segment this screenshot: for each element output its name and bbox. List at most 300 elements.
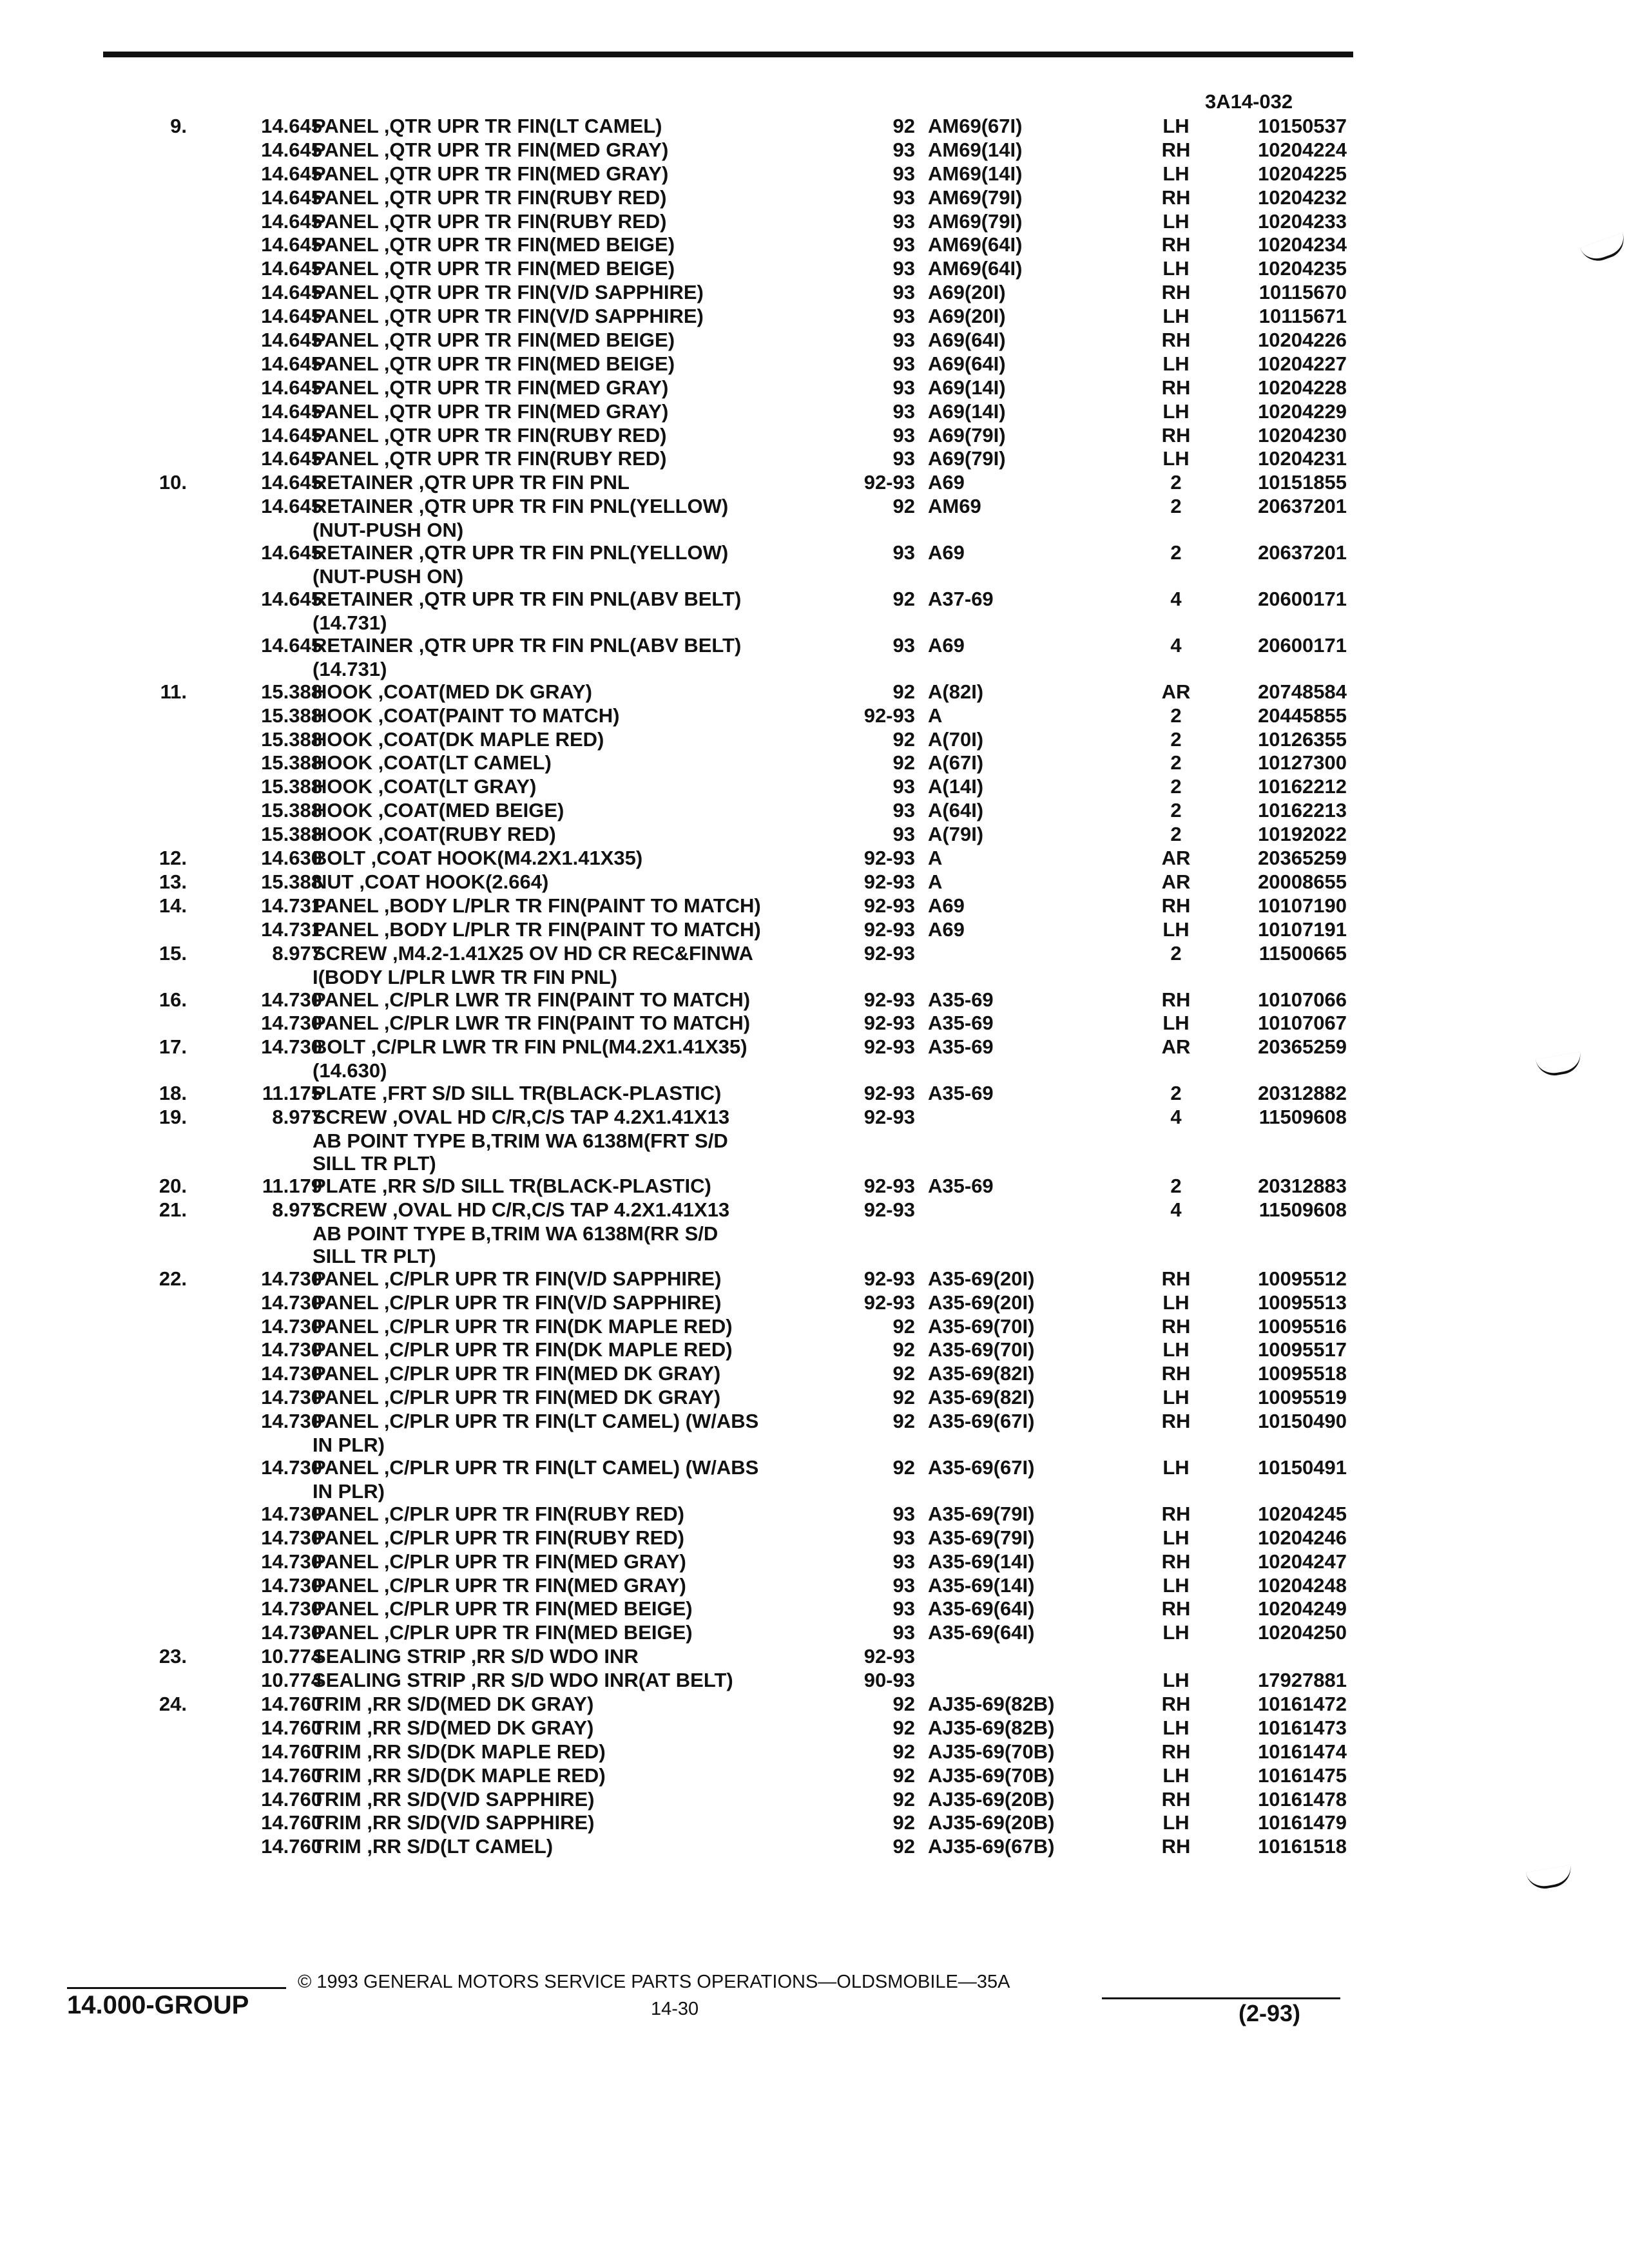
part-number: 10204229 bbox=[1258, 399, 1347, 423]
model-code: A35-69(67I) bbox=[928, 1456, 1035, 1479]
model-code: A69 bbox=[928, 633, 965, 657]
group-number: 14.730 bbox=[261, 1314, 322, 1338]
part-row bbox=[0, 1526, 1629, 1550]
model-year: 92-93 bbox=[863, 894, 915, 917]
part-number: 20365259 bbox=[1258, 847, 1347, 870]
quantity: AR bbox=[1161, 680, 1191, 703]
quantity: RH bbox=[1161, 1550, 1191, 1573]
part-number: 10095512 bbox=[1258, 1267, 1347, 1290]
quantity: 4 bbox=[1170, 633, 1182, 657]
part-number: 10204228 bbox=[1258, 376, 1347, 399]
part-row bbox=[0, 918, 1629, 942]
part-number: 10161473 bbox=[1258, 1716, 1347, 1739]
part-description: BOLT ,COAT HOOK(M4.2X1.41X35) bbox=[313, 847, 643, 870]
model-code: AM69(14I) bbox=[928, 138, 1023, 161]
quantity: RH bbox=[1161, 1267, 1191, 1290]
part-number: 10161474 bbox=[1258, 1740, 1347, 1763]
model-code: AM69(64I) bbox=[928, 257, 1023, 280]
part-description: SILL TR PLT) bbox=[313, 1151, 436, 1175]
part-row-continuation bbox=[0, 1222, 1629, 1245]
group-number: 15.388 bbox=[261, 775, 322, 798]
part-row bbox=[0, 1503, 1629, 1526]
part-description: PANEL ,C/PLR UPR TR FIN(V/D SAPPHIRE) bbox=[313, 1291, 722, 1314]
quantity: 2 bbox=[1170, 799, 1182, 822]
model-year: 93 bbox=[892, 162, 915, 185]
part-row bbox=[0, 870, 1629, 894]
model-year: 92 bbox=[892, 115, 915, 137]
model-code: AJ35-69(20B) bbox=[928, 1811, 1055, 1834]
model-year: 92-93 bbox=[863, 1291, 915, 1314]
part-number: 20600171 bbox=[1258, 633, 1347, 657]
model-code: AJ35-69(67B) bbox=[928, 1835, 1055, 1858]
quantity: RH bbox=[1161, 329, 1191, 352]
part-row-continuation bbox=[0, 1245, 1629, 1267]
part-description: PANEL ,C/PLR UPR TR FIN(V/D SAPPHIRE) bbox=[313, 1267, 722, 1290]
part-number: 10204225 bbox=[1258, 162, 1347, 185]
group-number: 14.645 bbox=[261, 588, 322, 611]
model-code: A69(64I) bbox=[928, 352, 1006, 375]
quantity: 2 bbox=[1170, 1174, 1182, 1197]
part-description: PANEL ,QTR UPR TR FIN(V/D SAPPHIRE) bbox=[313, 305, 704, 328]
quantity: RH bbox=[1161, 1597, 1191, 1620]
part-number: 20365259 bbox=[1258, 1035, 1347, 1059]
part-number: 10204224 bbox=[1258, 138, 1347, 161]
part-row bbox=[0, 400, 1629, 424]
model-year: 93 bbox=[892, 138, 915, 161]
ref-number: 16. bbox=[159, 988, 187, 1011]
group-number: 14.730 bbox=[261, 1362, 322, 1385]
part-description: TRIM ,RR S/D(V/D SAPPHIRE) bbox=[313, 1787, 595, 1811]
part-row bbox=[0, 471, 1629, 495]
group-number: 14.730 bbox=[261, 1410, 322, 1433]
part-number: 10150491 bbox=[1258, 1456, 1347, 1479]
part-row bbox=[0, 1835, 1629, 1859]
quantity: RH bbox=[1161, 988, 1191, 1011]
part-description: TRIM ,RR S/D(DK MAPLE RED) bbox=[313, 1763, 606, 1787]
part-description: IN PLR) bbox=[313, 1479, 385, 1503]
group-number: 15.388 bbox=[261, 823, 322, 846]
model-code: A69(20I) bbox=[928, 305, 1006, 328]
model-year: 92 bbox=[892, 588, 915, 611]
model-code: A37-69 bbox=[928, 588, 994, 611]
part-description: SILL TR PLT) bbox=[313, 1244, 436, 1267]
model-year: 92-93 bbox=[863, 1082, 915, 1105]
ref-number: 24. bbox=[159, 1692, 187, 1715]
part-row-continuation bbox=[0, 1434, 1629, 1456]
part-description: PANEL ,C/PLR UPR TR FIN(RUBY RED) bbox=[313, 1502, 684, 1525]
part-description: PANEL ,QTR UPR TR FIN(MED BEIGE) bbox=[313, 257, 675, 280]
part-description: PANEL ,C/PLR UPR TR FIN(DK MAPLE RED) bbox=[313, 1338, 733, 1361]
model-code: A bbox=[928, 847, 943, 870]
model-code: A bbox=[928, 704, 943, 727]
quantity: 2 bbox=[1170, 1082, 1182, 1105]
quantity: LH bbox=[1162, 1716, 1190, 1739]
part-description: PANEL ,C/PLR LWR TR FIN(PAINT TO MATCH) bbox=[313, 988, 751, 1011]
part-number: 17927881 bbox=[1258, 1669, 1347, 1692]
ref-number: 9. bbox=[170, 115, 187, 137]
part-number: 10192022 bbox=[1258, 823, 1347, 846]
group-number: 14.730 bbox=[261, 1502, 322, 1525]
model-year: 93 bbox=[892, 1502, 915, 1525]
part-row bbox=[0, 1764, 1629, 1788]
model-code: A69 bbox=[928, 471, 965, 494]
model-year: 92-93 bbox=[863, 847, 915, 870]
quantity: LH bbox=[1162, 162, 1190, 185]
part-number: 20637201 bbox=[1258, 541, 1347, 564]
group-number: 15.388 bbox=[261, 704, 322, 727]
group-number: 14.730 bbox=[261, 1621, 322, 1644]
model-code: A(82I) bbox=[928, 680, 984, 703]
group-number: 14.730 bbox=[261, 1338, 322, 1361]
model-code: A35-69(70I) bbox=[928, 1314, 1035, 1338]
part-number: 10115670 bbox=[1258, 281, 1347, 304]
part-description: TRIM ,RR S/D(LT CAMEL) bbox=[313, 1835, 554, 1858]
part-row-continuation bbox=[0, 565, 1629, 588]
model-code: AM69(79I) bbox=[928, 209, 1023, 233]
part-row bbox=[0, 1315, 1629, 1339]
group-number: 15.388 bbox=[261, 727, 322, 751]
quantity: LH bbox=[1162, 1338, 1190, 1361]
model-year: 93 bbox=[892, 1573, 915, 1597]
part-description: PANEL ,C/PLR UPR TR FIN(MED DK GRAY) bbox=[313, 1386, 721, 1409]
part-description: SEALING STRIP ,RR S/D WDO INR(AT BELT) bbox=[313, 1669, 733, 1692]
group-number: 15.388 bbox=[261, 870, 322, 893]
model-code: AJ35-69(82B) bbox=[928, 1692, 1055, 1715]
group-number: 14.730 bbox=[261, 1035, 322, 1059]
part-row bbox=[0, 942, 1629, 966]
part-description: PANEL ,C/PLR UPR TR FIN(MED DK GRAY) bbox=[313, 1362, 721, 1385]
part-description: TRIM ,RR S/D(MED DK GRAY) bbox=[313, 1692, 594, 1715]
quantity: 2 bbox=[1170, 471, 1182, 494]
part-row bbox=[0, 1788, 1629, 1812]
part-number: 10107190 bbox=[1258, 894, 1347, 917]
part-description: SEALING STRIP ,RR S/D WDO INR bbox=[313, 1645, 639, 1668]
model-year: 92 bbox=[892, 1716, 915, 1739]
part-row bbox=[0, 1621, 1629, 1645]
model-year: 92 bbox=[892, 1386, 915, 1409]
model-code: A35-69(67I) bbox=[928, 1410, 1035, 1433]
part-number: 10095517 bbox=[1258, 1338, 1347, 1361]
model-year: 92 bbox=[892, 1314, 915, 1338]
page-number: 14-30 bbox=[651, 1999, 699, 2019]
part-description: AB POINT TYPE B,TRIM WA 6138M(RR S/D bbox=[313, 1222, 718, 1245]
quantity: RH bbox=[1161, 423, 1191, 447]
quantity: RH bbox=[1161, 1740, 1191, 1763]
model-year: 93 bbox=[892, 186, 915, 209]
part-row bbox=[0, 447, 1629, 471]
quantity: 2 bbox=[1170, 704, 1182, 727]
quantity: LH bbox=[1162, 305, 1190, 328]
part-row-continuation bbox=[0, 1129, 1629, 1152]
part-description: PANEL ,C/PLR UPR TR FIN(LT CAMEL) (W/ABS bbox=[313, 1456, 759, 1479]
part-number: 10204226 bbox=[1258, 329, 1347, 352]
group-number: 14.645 bbox=[261, 115, 322, 137]
part-description: PANEL ,C/PLR UPR TR FIN(RUBY RED) bbox=[313, 1526, 684, 1549]
model-code: A69(79I) bbox=[928, 447, 1006, 470]
group-number: 14.731 bbox=[261, 918, 322, 941]
quantity: LH bbox=[1162, 1763, 1190, 1787]
part-description: HOOK ,COAT(MED DK GRAY) bbox=[313, 680, 592, 703]
group-number: 14.760 bbox=[261, 1787, 322, 1811]
model-code: A35-69 bbox=[928, 1082, 994, 1105]
quantity: RH bbox=[1161, 1787, 1191, 1811]
model-year: 92-93 bbox=[863, 1012, 915, 1035]
model-code: AJ35-69(70B) bbox=[928, 1740, 1055, 1763]
model-code: A69(79I) bbox=[928, 423, 1006, 447]
quantity: 2 bbox=[1170, 541, 1182, 564]
part-number: 10204234 bbox=[1258, 233, 1347, 256]
model-year: 93 bbox=[892, 209, 915, 233]
ref-number: 22. bbox=[159, 1267, 187, 1290]
part-description: HOOK ,COAT(RUBY RED) bbox=[313, 823, 556, 846]
part-number: 20600171 bbox=[1258, 588, 1347, 611]
part-row bbox=[0, 352, 1629, 376]
model-code: AM69(14I) bbox=[928, 162, 1023, 185]
part-description: PLATE ,RR S/D SILL TR(BLACK-PLASTIC) bbox=[313, 1174, 711, 1197]
group-number: 14.760 bbox=[261, 1835, 322, 1858]
model-year: 92-93 bbox=[863, 1035, 915, 1059]
model-code: A35-69 bbox=[928, 1174, 994, 1197]
part-number: 10204235 bbox=[1258, 257, 1347, 280]
model-year: 92-93 bbox=[863, 1198, 915, 1221]
part-row bbox=[0, 704, 1629, 728]
model-code: A35-69(70I) bbox=[928, 1338, 1035, 1361]
model-code: A69(14I) bbox=[928, 376, 1006, 399]
model-year: 92 bbox=[892, 680, 915, 703]
copyright-notice: © 1993 GENERAL MOTORS SERVICE PARTS OPERATIONS—OLDSMOBILE—35A bbox=[298, 1972, 1010, 1992]
part-number: 10161478 bbox=[1258, 1787, 1347, 1811]
part-description: PANEL ,QTR UPR TR FIN(RUBY RED) bbox=[313, 209, 667, 233]
quantity: LH bbox=[1162, 1573, 1190, 1597]
group-number: 14.645 bbox=[261, 305, 322, 328]
part-description: HOOK ,COAT(PAINT TO MATCH) bbox=[313, 704, 620, 727]
part-number: 10107067 bbox=[1258, 1012, 1347, 1035]
model-year: 92 bbox=[892, 1456, 915, 1479]
model-year: 90-93 bbox=[863, 1669, 915, 1692]
part-description: PANEL ,QTR UPR TR FIN(MED GRAY) bbox=[313, 399, 669, 423]
quantity: RH bbox=[1161, 233, 1191, 256]
model-year: 93 bbox=[892, 1526, 915, 1549]
part-description: RETAINER ,QTR UPR TR FIN PNL(ABV BELT) bbox=[313, 588, 742, 611]
quantity: LH bbox=[1162, 352, 1190, 375]
group-number: 14.730 bbox=[261, 1291, 322, 1314]
footer-rule-right bbox=[1102, 1997, 1340, 1999]
part-number: 10107066 bbox=[1258, 988, 1347, 1011]
group-number: 14.730 bbox=[261, 1012, 322, 1035]
part-description: SCREW ,M4.2-1.41X25 OV HD CR REC&FINWA bbox=[313, 941, 753, 965]
model-code: AM69(67I) bbox=[928, 115, 1023, 137]
part-number: 10161479 bbox=[1258, 1811, 1347, 1834]
part-row bbox=[0, 1338, 1629, 1362]
model-code: A35-69 bbox=[928, 1035, 994, 1059]
part-row bbox=[0, 823, 1629, 847]
part-row bbox=[0, 1645, 1629, 1669]
part-description: RETAINER ,QTR UPR TR FIN PNL bbox=[313, 471, 630, 494]
quantity: RH bbox=[1161, 1692, 1191, 1715]
model-year: 92-93 bbox=[863, 918, 915, 941]
quantity: LH bbox=[1162, 1456, 1190, 1479]
ref-number: 15. bbox=[159, 941, 187, 965]
part-number: 10151855 bbox=[1258, 471, 1347, 494]
group-number: 14.730 bbox=[261, 1573, 322, 1597]
group-number: 14.730 bbox=[261, 1526, 322, 1549]
model-year: 92-93 bbox=[863, 988, 915, 1011]
ref-number: 10. bbox=[159, 471, 187, 494]
part-row bbox=[0, 1267, 1629, 1291]
model-code: A35-69 bbox=[928, 1012, 994, 1035]
part-description: NUT ,COAT HOOK(2.664) bbox=[313, 870, 549, 893]
model-year: 92 bbox=[892, 1338, 915, 1361]
quantity: LH bbox=[1162, 1811, 1190, 1834]
ref-number: 13. bbox=[159, 870, 187, 893]
quantity: 2 bbox=[1170, 775, 1182, 798]
part-number: 10095518 bbox=[1258, 1362, 1347, 1385]
model-code: A(64I) bbox=[928, 799, 984, 822]
part-description: PANEL ,C/PLR LWR TR FIN(PAINT TO MATCH) bbox=[313, 1012, 751, 1035]
part-row bbox=[0, 1550, 1629, 1574]
part-number: 10095513 bbox=[1258, 1291, 1347, 1314]
group-number: 14.645 bbox=[261, 138, 322, 161]
group-number: 14.645 bbox=[261, 209, 322, 233]
model-year: 92-93 bbox=[863, 1267, 915, 1290]
group-number: 14.645 bbox=[261, 329, 322, 352]
part-row-continuation bbox=[0, 1059, 1629, 1082]
quantity: LH bbox=[1162, 918, 1190, 941]
model-year: 93 bbox=[892, 775, 915, 798]
part-description: TRIM ,RR S/D(MED DK GRAY) bbox=[313, 1716, 594, 1739]
quantity: RH bbox=[1161, 1502, 1191, 1525]
part-row bbox=[0, 1082, 1629, 1106]
model-year: 92 bbox=[892, 1763, 915, 1787]
part-description: HOOK ,COAT(LT GRAY) bbox=[313, 775, 537, 798]
part-number: 20312883 bbox=[1258, 1174, 1347, 1197]
part-row bbox=[0, 115, 1629, 139]
part-number: 10204246 bbox=[1258, 1526, 1347, 1549]
part-row bbox=[0, 186, 1629, 210]
quantity: LH bbox=[1162, 115, 1190, 137]
part-row bbox=[0, 329, 1629, 352]
part-row bbox=[0, 1198, 1629, 1222]
model-year: 92 bbox=[892, 727, 915, 751]
part-description: PANEL ,QTR UPR TR FIN(MED BEIGE) bbox=[313, 352, 675, 375]
model-code: A35-69(82I) bbox=[928, 1386, 1035, 1409]
part-description: PANEL ,C/PLR UPR TR FIN(MED BEIGE) bbox=[313, 1597, 693, 1620]
part-description: PANEL ,C/PLR UPR TR FIN(MED GRAY) bbox=[313, 1550, 686, 1573]
group-number: 10.774 bbox=[261, 1669, 322, 1692]
group-number: 14.730 bbox=[261, 1456, 322, 1479]
part-number: 10162213 bbox=[1258, 799, 1347, 822]
part-description: HOOK ,COAT(LT CAMEL) bbox=[313, 751, 552, 774]
group-number: 15.388 bbox=[261, 751, 322, 774]
model-year: 92 bbox=[892, 1811, 915, 1834]
margin-mark bbox=[1526, 1865, 1574, 1892]
part-row bbox=[0, 1740, 1629, 1764]
part-number: 10204231 bbox=[1258, 447, 1347, 470]
part-description: I(BODY L/PLR LWR TR FIN PNL) bbox=[313, 965, 618, 988]
part-row-continuation bbox=[0, 611, 1629, 634]
group-number: 14.730 bbox=[261, 1267, 322, 1290]
part-row bbox=[0, 1106, 1629, 1129]
part-description: (NUT-PUSH ON) bbox=[313, 519, 464, 542]
model-code: AJ35-69(82B) bbox=[928, 1716, 1055, 1739]
part-number: 10204232 bbox=[1258, 186, 1347, 209]
part-number: 10204233 bbox=[1258, 209, 1347, 233]
part-number: 10204227 bbox=[1258, 352, 1347, 375]
quantity: LH bbox=[1162, 399, 1190, 423]
part-row bbox=[0, 162, 1629, 186]
part-number: 20637201 bbox=[1258, 495, 1347, 518]
quantity: 2 bbox=[1170, 823, 1182, 846]
part-description: TRIM ,RR S/D(V/D SAPPHIRE) bbox=[313, 1811, 595, 1834]
model-code: A69(20I) bbox=[928, 281, 1006, 304]
quantity: 4 bbox=[1170, 1198, 1182, 1221]
part-row bbox=[0, 988, 1629, 1012]
part-row bbox=[0, 1716, 1629, 1740]
model-year: 93 bbox=[892, 329, 915, 352]
part-description: PANEL ,QTR UPR TR FIN(RUBY RED) bbox=[313, 423, 667, 447]
group-number: 14.645 bbox=[261, 376, 322, 399]
quantity: LH bbox=[1162, 1386, 1190, 1409]
part-number: 11500665 bbox=[1258, 941, 1347, 965]
part-number: 10161518 bbox=[1258, 1835, 1347, 1858]
part-number: 11509608 bbox=[1258, 1106, 1347, 1129]
model-year: 92 bbox=[892, 495, 915, 518]
part-row bbox=[0, 775, 1629, 799]
part-description: PANEL ,QTR UPR TR FIN(LT CAMEL) bbox=[313, 115, 662, 137]
part-description: BOLT ,C/PLR LWR TR FIN PNL(M4.2X1.41X35) bbox=[313, 1035, 747, 1059]
part-number: 10204250 bbox=[1258, 1621, 1347, 1644]
part-description: IN PLR) bbox=[313, 1433, 385, 1456]
model-year: 92-93 bbox=[863, 1106, 915, 1129]
part-description: PANEL ,QTR UPR TR FIN(MED GRAY) bbox=[313, 138, 669, 161]
part-description: RETAINER ,QTR UPR TR FIN PNL(YELLOW) bbox=[313, 541, 729, 564]
part-number: 10095516 bbox=[1258, 1314, 1347, 1338]
part-number: 10115671 bbox=[1258, 305, 1347, 328]
part-number: 10204230 bbox=[1258, 423, 1347, 447]
part-row bbox=[0, 1597, 1629, 1621]
model-code: A35-69(20I) bbox=[928, 1291, 1035, 1314]
quantity: RH bbox=[1161, 138, 1191, 161]
ref-number: 14. bbox=[159, 894, 187, 917]
model-code: A(79I) bbox=[928, 823, 984, 846]
part-row-continuation bbox=[0, 1152, 1629, 1175]
part-description: PANEL ,QTR UPR TR FIN(MED GRAY) bbox=[313, 376, 669, 399]
ref-number: 20. bbox=[159, 1174, 187, 1197]
part-row bbox=[0, 1410, 1629, 1434]
quantity: LH bbox=[1162, 209, 1190, 233]
quantity: RH bbox=[1161, 376, 1191, 399]
model-code: A35-69(64I) bbox=[928, 1597, 1035, 1620]
group-number: 14.645 bbox=[261, 257, 322, 280]
part-row bbox=[0, 495, 1629, 519]
quantity: LH bbox=[1162, 1669, 1190, 1692]
group-number: 14.645 bbox=[261, 447, 322, 470]
model-code: A(70I) bbox=[928, 727, 984, 751]
part-row bbox=[0, 1669, 1629, 1693]
quantity: LH bbox=[1162, 1012, 1190, 1035]
part-row-continuation bbox=[0, 1480, 1629, 1503]
top-rule bbox=[103, 52, 1353, 57]
page-code: 3A14-032 bbox=[1205, 90, 1293, 113]
model-year: 93 bbox=[892, 423, 915, 447]
model-year: 92 bbox=[892, 1362, 915, 1385]
model-code: A35-69(79I) bbox=[928, 1502, 1035, 1525]
group-number: 8.977 bbox=[272, 941, 322, 965]
model-code: A bbox=[928, 870, 943, 893]
part-number: 10161475 bbox=[1258, 1763, 1347, 1787]
quantity: 2 bbox=[1170, 941, 1182, 965]
model-code: A69(64I) bbox=[928, 329, 1006, 352]
